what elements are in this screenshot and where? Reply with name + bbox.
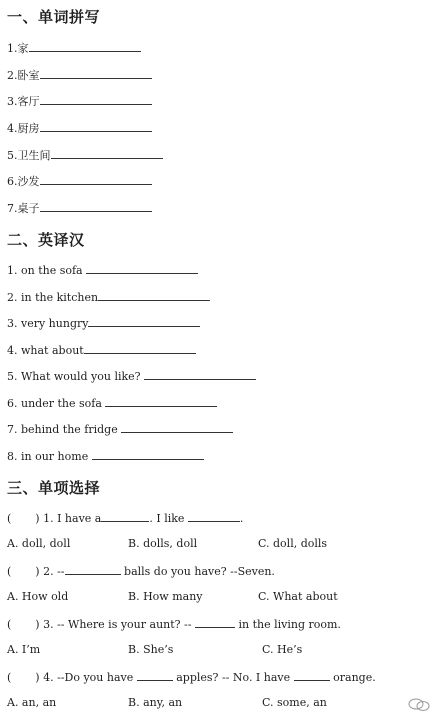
answer-blank[interactable] [40, 67, 152, 79]
answer-blank[interactable] [188, 510, 240, 522]
answer-blank[interactable] [51, 147, 163, 159]
option-b[interactable]: B. dolls, doll [128, 537, 198, 550]
answer-blank[interactable] [65, 563, 121, 575]
option-a[interactable]: A. How old [7, 590, 69, 603]
spelling-item-7: 7.桌子 [7, 200, 152, 216]
answer-blank[interactable] [92, 448, 204, 460]
question-1: ( ) 1. I have a . I like . [7, 512, 244, 525]
answer-blank[interactable] [40, 120, 152, 132]
answer-blank[interactable] [40, 173, 152, 185]
option-a[interactable]: A. I’m [7, 643, 41, 656]
option-c[interactable]: C. doll, dolls [258, 537, 328, 550]
answer-blank[interactable] [86, 262, 198, 274]
translation-item-3: 3. very hungry [7, 315, 200, 331]
question-3: ( ) 3. -- Where is your aunt? -- in the living room. [7, 618, 341, 631]
option-c[interactable]: C. What about [258, 590, 338, 603]
spelling-item-6: 6.沙发 [7, 173, 152, 189]
translation-item-6: 6. under the sofa [7, 395, 217, 411]
answer-blank[interactable] [144, 368, 256, 380]
translation-item-8: 8. in our home [7, 448, 204, 464]
answer-blank[interactable] [101, 510, 149, 522]
section-1-heading: 一、单词拼写 [7, 8, 101, 26]
option-c[interactable]: C. He’s [262, 643, 303, 656]
option-a[interactable]: A. doll, doll [7, 537, 71, 550]
spelling-item-4: 4.厨房 [7, 120, 152, 136]
section-2-heading: 二、英译汉 [7, 231, 85, 249]
chat-bubble-icon [408, 698, 430, 712]
answer-blank[interactable] [105, 395, 217, 407]
option-b[interactable]: B. How many [128, 590, 203, 603]
translation-item-7: 7. behind the fridge [7, 421, 233, 437]
answer-blank[interactable] [137, 669, 173, 681]
spelling-item-5: 5.卫生间 [7, 147, 163, 163]
answer-blank[interactable] [84, 342, 196, 354]
translation-item-4: 4. what about [7, 342, 196, 358]
answer-blank[interactable] [40, 200, 152, 212]
spelling-item-2: 2.卧室 [7, 67, 152, 83]
question-4: ( ) 4. --Do you have apples? -- No. I have orange. [7, 671, 376, 684]
option-a[interactable]: A. an, an [7, 696, 57, 709]
option-b[interactable]: B. She’s [128, 643, 174, 656]
spelling-item-1: 1.家 [7, 40, 141, 56]
translation-item-5: 5. What would you like? [7, 368, 256, 384]
section-3-heading: 三、单项选择 [7, 479, 101, 497]
spelling-item-3: 3.客厅 [7, 93, 152, 109]
answer-blank[interactable] [88, 315, 200, 327]
answer-blank[interactable] [40, 93, 152, 105]
translation-item-2: 2. in the kitchen [7, 289, 210, 305]
answer-blank[interactable] [294, 669, 330, 681]
answer-blank[interactable] [98, 289, 210, 301]
option-b[interactable]: B. any, an [128, 696, 183, 709]
answer-blank[interactable] [29, 40, 141, 52]
answer-blank[interactable] [121, 421, 233, 433]
question-2: ( ) 2. -- balls do you have? --Seven. [7, 565, 275, 578]
answer-blank[interactable] [195, 616, 235, 628]
watermark-icon [408, 698, 430, 712]
translation-item-1: 1. on the sofa [7, 262, 198, 278]
option-c[interactable]: C. some, an [262, 696, 327, 709]
